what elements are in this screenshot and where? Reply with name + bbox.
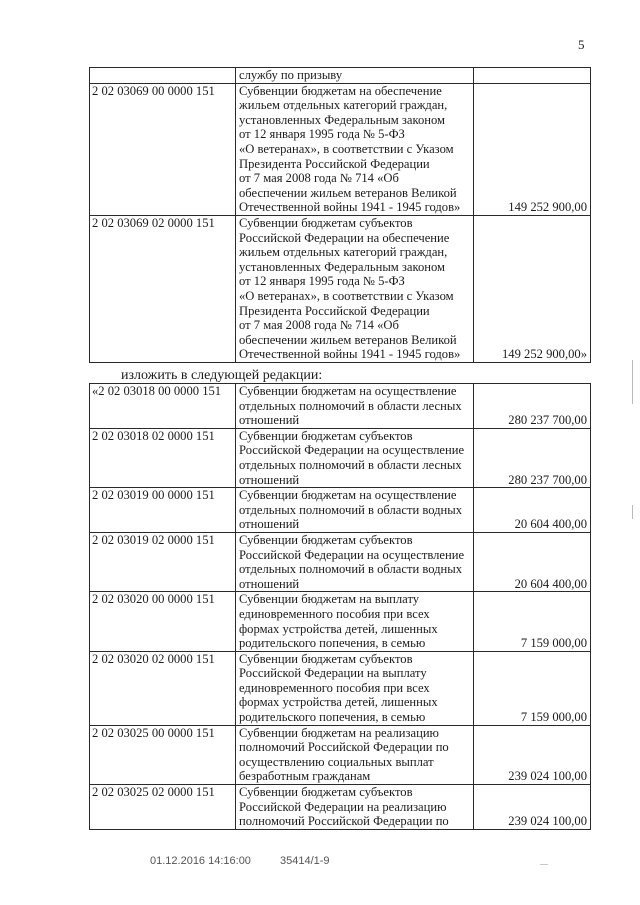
margin-mark [632, 360, 633, 404]
amount [474, 68, 591, 84]
description-line: Субвенции бюджетам субъектов [239, 785, 413, 800]
amount: 7 159 000,00 [474, 592, 591, 651]
table-row [90, 651, 591, 725]
table-row [90, 215, 591, 362]
budget-code: 2 02 03019 00 0000 151 [90, 488, 236, 533]
table-row [90, 384, 591, 429]
scan-mark [540, 864, 548, 865]
budget-code [90, 68, 236, 84]
description-line: от 7 мая 2008 года № 714 «Об [239, 318, 399, 333]
description-line: жильем отдельных категорий граждан, [239, 245, 448, 260]
table-row [90, 83, 591, 215]
description [236, 488, 474, 533]
amendment-instruction: изложить в следующей редакции: [121, 368, 323, 383]
table-row [90, 488, 591, 533]
description-line: Субвенции бюджетам на выплату [239, 592, 420, 607]
budget-code: 2 02 03019 02 0000 151 [90, 532, 236, 591]
description [236, 428, 474, 487]
budget-code: 2 02 03069 02 0000 151 [90, 215, 236, 362]
description-line: от 12 января 1995 года № 5-ФЗ [239, 127, 405, 142]
description [236, 68, 474, 84]
amount: 239 024 100,00 [474, 725, 591, 784]
document-footer [150, 855, 330, 867]
description-line: Президента Российской Федерации [239, 303, 430, 318]
description-line: отдельных полномочий в области лесных [239, 457, 462, 472]
page-number: 5 [578, 37, 585, 52]
description-line: полномочий Российской Федерации по [239, 740, 449, 755]
budget-code: 2 02 03069 00 0000 151 [90, 83, 236, 215]
description [236, 384, 474, 429]
description-line: отдельных полномочий в области водных [239, 502, 463, 517]
budget-table-current [89, 67, 591, 363]
description-line: родительского попечения, в семью [239, 636, 426, 651]
table-body [90, 68, 591, 363]
budget-code: 2 02 03020 02 0000 151 [90, 651, 236, 725]
amount: 20 604 400,00 [474, 532, 591, 591]
description-line: от 7 мая 2008 года № 714 «Об [239, 171, 399, 186]
amount: 149 252 900,00 [474, 83, 591, 215]
amount: 7 159 000,00 [474, 651, 591, 725]
description [236, 592, 474, 651]
description-line: Субвенции бюджетам на обеспечение [239, 83, 442, 98]
amount: 280 237 700,00 [474, 428, 591, 487]
table-row [90, 68, 591, 84]
description-line: Субвенции бюджетам субъектов [239, 532, 413, 547]
description-line: Российской Федерации на осуществление [239, 547, 465, 562]
description-line: формах устройства детей, лишенных [239, 621, 438, 636]
description [236, 785, 474, 830]
description [236, 725, 474, 784]
description-line: Российской Федерации на реализацию [239, 799, 447, 814]
description-line: службу по призыву [239, 68, 343, 82]
description-line: отношений [239, 517, 300, 532]
description-line: формах устройства детей, лишенных [239, 695, 438, 710]
table-body [90, 384, 591, 830]
table-row [90, 785, 591, 830]
description-line: Российской Федерации на осуществление [239, 443, 465, 458]
amount: 280 237 700,00 [474, 384, 591, 429]
footer-timestamp: 01.12.2016 14:16:00 [150, 855, 251, 867]
description-line: Отечественной войны 1941 - 1945 годов» [239, 200, 461, 215]
description-line: единовременного пособия при всех [239, 606, 430, 621]
budget-code: 2 02 03025 00 0000 151 [90, 725, 236, 784]
description-line: Президента Российской Федерации [239, 156, 430, 171]
amount: 149 252 900,00» [474, 215, 591, 362]
description-line: отдельных полномочий в области водных [239, 562, 463, 577]
description-line: Субвенции бюджетам на реализацию [239, 725, 439, 740]
table-row [90, 532, 591, 591]
budget-code: 2 02 03025 02 0000 151 [90, 785, 236, 830]
table-row [90, 428, 591, 487]
description-line: единовременного пособия при всех [239, 680, 430, 695]
description-line: Российской Федерации на выплату [239, 666, 427, 681]
description-line: полномочий Российской Федерации по [239, 814, 449, 829]
amount: 20 604 400,00 [474, 488, 591, 533]
description-line: Российской Федерации на обеспечение [239, 230, 450, 245]
description-line: Субвенции бюджетам субъектов [239, 215, 413, 230]
table-row [90, 592, 591, 651]
description-line: обеспечении жильем ветеранов Великой [239, 332, 457, 347]
table-row [90, 725, 591, 784]
description-line: отношений [239, 472, 300, 487]
description [236, 651, 474, 725]
budget-table-new [89, 383, 591, 830]
description [236, 83, 474, 215]
description [236, 215, 474, 362]
description-line: от 12 января 1995 года № 5-ФЗ [239, 274, 405, 289]
budget-code: «2 02 03018 00 0000 151 [90, 384, 236, 429]
description-line: отношений [239, 413, 300, 428]
description-line: Субвенции бюджетам на осуществление [239, 384, 457, 398]
description-line: «О ветеранах», в соответствии с Указом [239, 288, 454, 303]
budget-code: 2 02 03020 00 0000 151 [90, 592, 236, 651]
description-line: жильем отдельных категорий граждан, [239, 98, 448, 113]
description [236, 532, 474, 591]
amount: 239 024 100,00 [474, 785, 591, 830]
margin-mark [632, 505, 633, 519]
description-line: отношений [239, 576, 300, 591]
description-line: Субвенции бюджетам субъектов [239, 651, 413, 666]
description-line: отдельных полномочий в области лесных [239, 398, 462, 413]
budget-code: 2 02 03018 02 0000 151 [90, 428, 236, 487]
description-line: установленных Федеральным законом [239, 259, 446, 274]
description-line: безработным гражданам [239, 769, 371, 784]
description-line: Отечественной войны 1941 - 1945 годов» [239, 347, 461, 362]
footer-doc-id: 35414/1-9 [280, 855, 330, 867]
description-line: обеспечении жильем ветеранов Великой [239, 185, 457, 200]
description-line: осуществлению социальных выплат [239, 754, 434, 769]
description-line: родительского попечения, в семью [239, 710, 426, 725]
description-line: «О ветеранах», в соответствии с Указом [239, 141, 454, 156]
description-line: установленных Федеральным законом [239, 112, 446, 127]
description-line: Субвенции бюджетам на осуществление [239, 488, 457, 503]
description-line: Субвенции бюджетам субъектов [239, 428, 413, 443]
